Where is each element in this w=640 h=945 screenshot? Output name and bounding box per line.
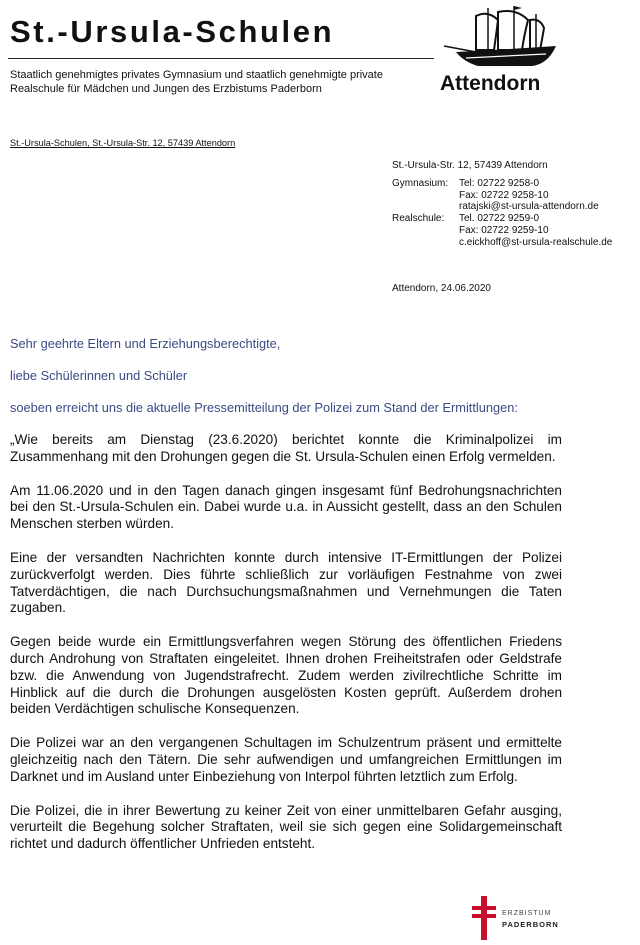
paragraph: Gegen beide wurde ein Ermittlungsverfahren wegen Störung des öffentlichen Friedens durch Androhung von Straftaten eingeleitet. Ihnen drohen Freiheitstrafen oder Geldstrafe bzw. die Anwendung von Jugendstrafrecht. Zudem werden zivilrechtliche Schritte im Hinblick auf die durch die Drohungen ausgelösten Kosten geprüft. Außerdem drohen beiden Verdächtigen schulische Konsequenzen. [10,634,562,717]
gymnasium-tel: Tel: 02722 9258-0 [459,177,540,189]
gymnasium-fax: Fax: 02722 9258-10 [459,189,549,201]
contact-address: St.-Ursula-Str. 12, 57439 Attendorn [392,160,548,171]
contact-block [392,160,612,249]
logo-text-line1: ERZBISTUM [502,910,552,917]
paragraph: „Wie bereits am Dienstag (23.6.2020) berichtet konnte die Kriminalpolizei im Zusammenhang mit den Drohungen gegen die St. Ursula-Schulen einen Erfolg vermelden. [10,432,562,464]
paragraph: Am 11.06.2020 und in den Tagen danach gingen insgesamt fünf Bedrohungsnachrichten bei den St.-Ursula-Schulen ein. Dabei wurde u.a. in Aussicht gestellt, dass an den Schulen Menschen sterben würden. [10,482,562,532]
letter-date: Attendorn, 24.06.2020 [392,283,491,294]
ship-logo-icon [436,6,566,76]
school-name: St.-Ursula-Schulen [10,14,335,49]
paragraph: Eine der versandten Nachrichten konnte durch intensive IT-Ermittlungen der Polizei zurückverfolgt werden. Dies führte schließlich zur vorläufigen Festnahme von zwei Tatverdächtigen, die nach Durchsuchungsmaßnahmen und Vernehmungen die Taten zugaben. [10,549,562,616]
greeting-students: liebe Schülerinnen und Schüler [10,368,188,383]
gymnasium-email[interactable]: ratajski@st-ursula-attendorn.de [459,201,599,213]
erzbistum-logo [470,896,560,940]
paragraph: Die Polizei, die in ihrer Bewertung zu keiner Zeit von einer unmittelbaren Gefahr ausging, verurteilt die Begehung solcher Straftaten, weil sie sich gegen eine Solidargemeinschaft richtet und dadurch öffentlicher Unfrieden entsteht. [10,802,562,852]
cross-icon [470,896,498,940]
realschule-fax: Fax: 02722 9259-10 [459,224,549,236]
school-subtitle: Staatlich genehmigtes privates Gymnasium und staatlich genehmigte private Realschule für Mädchen und Jungen des Erzbistums Paderborn [10,69,383,95]
letter-body [10,432,562,870]
realschule-tel: Tel. 02722 9259-0 [459,213,540,225]
logo-text-line2: PADERBORN [502,920,559,929]
header-rule [8,58,434,59]
greeting-parents: Sehr geehrte Eltern und Erziehungsberechtigte, [10,336,281,351]
gymnasium-label: Gymnasium: [392,177,449,189]
city-name: Attendorn [440,72,541,95]
sender-address-line: St.-Ursula-Schulen, St.-Ursula-Str. 12, 57439 Attendorn [10,138,236,148]
realschule-email[interactable]: c.eickhoff@st-ursula-realschule.de [459,236,613,248]
paragraph: Die Polizei war an den vergangenen Schultagen im Schulzentrum präsent und ermittelte gleichzeitig nach den Tätern. Die sehr aufwendigen und umfangreichen Ermittlungen im Darknet und im Ausland unter Einbeziehung von Interpol führten letztlich zum Erfolg. [10,735,562,784]
realschule-label: Realschule: [392,213,445,225]
greeting-intro: soeben erreicht uns die aktuelle Pressemitteilung der Polizei zum Stand der Ermittlungen: [10,400,518,415]
